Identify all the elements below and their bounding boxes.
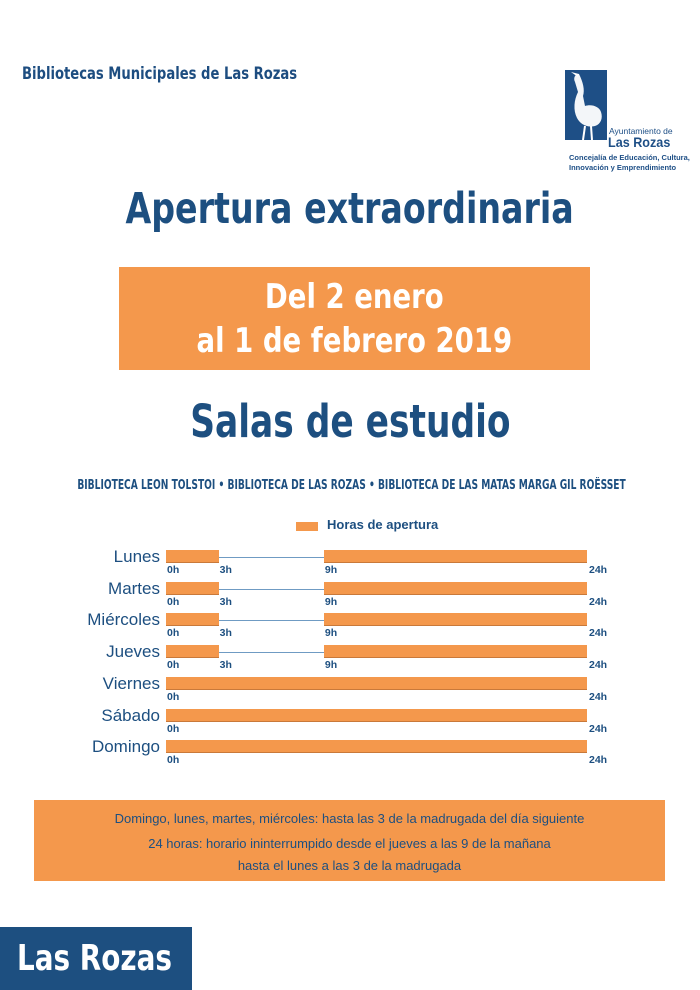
- hours-bar-0-1: [324, 550, 587, 563]
- hours-bar-2-0: [166, 613, 219, 626]
- day-label-6: Domingo: [91, 737, 160, 757]
- tick-label-1-0-0: 0h: [167, 595, 180, 608]
- tick-label-4-0-0: 0h: [167, 690, 180, 703]
- hours-bar-0-0: [166, 550, 219, 563]
- legend-label: Horas de apertura: [327, 517, 439, 532]
- logo-line-1: Ayuntamiento de: [609, 126, 673, 136]
- footer-brand: [0, 927, 192, 990]
- page-title: Apertura extraordinaria: [125, 184, 575, 234]
- hours-bar-2-1: [324, 613, 587, 626]
- tick-label-6-0-1: 24h: [589, 754, 608, 767]
- logo-line-2: Las Rozas: [608, 134, 671, 150]
- separator-1: •: [218, 478, 225, 493]
- hours-bar-5-0: [166, 709, 587, 722]
- tick-label-2-1-0: 9h: [324, 627, 338, 640]
- tick-label-1-1-1: 24h: [589, 595, 608, 608]
- tick-label-4-0-1: 24h: [589, 690, 608, 703]
- tick-label-3-0-0: 0h: [167, 659, 180, 672]
- tick-label-1-1-0: 9h: [324, 595, 338, 608]
- tick-label-3-0-1: 3h: [219, 659, 232, 672]
- logo-department-1: Concejalía de Educación, Cultura,: [569, 153, 690, 162]
- separator-2: •: [368, 478, 375, 493]
- note-line-1: Domingo, lunes, martes, miércoles: hasta las 3 de la madrugada del día siguiente: [114, 811, 585, 826]
- tick-label-5-0-0: 0h: [167, 722, 180, 735]
- logo-department-2: Innovación y Emprendimiento: [569, 163, 677, 172]
- footer-brand-text: Las Rozas: [17, 938, 172, 979]
- tick-label-2-0-1: 3h: [219, 627, 232, 640]
- tick-label-1-0-1: 3h: [219, 595, 232, 608]
- tick-label-0-1-0: 9h: [324, 564, 338, 576]
- tick-label-3-1-0: 9h: [324, 659, 338, 672]
- tick-label-2-0-0: 0h: [167, 627, 180, 640]
- tick-label-0-0-1: 3h: [219, 564, 232, 576]
- hours-bar-3-1: [324, 645, 587, 658]
- tick-label-0-0-0: 0h: [167, 564, 180, 576]
- note-line-3: hasta el lunes a las 3 de la madrugada: [237, 858, 462, 873]
- tick-label-6-0-0: 0h: [167, 754, 180, 767]
- day-label-0: Lunes: [113, 547, 160, 566]
- note-line-2: 24 horas: horario ininterrumpido desde el jueves a las 9 de la mañana: [148, 836, 551, 851]
- day-label-4: Viernes: [102, 673, 160, 693]
- date-line-1: Del 2 enero: [265, 277, 444, 317]
- subtitle: Salas de estudio: [189, 395, 511, 448]
- gap-line-0: [219, 557, 324, 558]
- library-las-matas: BIBLIOTECA DE LAS MATAS MARGA GIL ROËSSET: [377, 478, 626, 493]
- gap-line-1: [219, 589, 324, 590]
- day-label-1: Martes: [108, 578, 160, 598]
- schedule-notes: [34, 800, 665, 881]
- hours-bar-4-0: [166, 677, 587, 690]
- tick-label-0-1-1: 24h: [589, 564, 608, 576]
- library-network-name: Bibliotecas Municipales de Las Rozas: [22, 64, 298, 84]
- day-label-5: Sábado: [101, 705, 160, 725]
- gap-line-3: [219, 652, 324, 653]
- library-tolstoi: BIBLIOTECA LEON TOLSTOI: [77, 478, 216, 493]
- hours-bar-1-1: [324, 582, 587, 595]
- tick-label-2-1-1: 24h: [589, 627, 608, 640]
- gap-line-2: [219, 620, 324, 621]
- hours-bar-6-0: [166, 740, 587, 753]
- tick-label-5-0-1: 24h: [589, 722, 608, 735]
- tick-label-3-1-1: 24h: [589, 659, 608, 672]
- date-line-2: al 1 de febrero 2019: [196, 321, 513, 361]
- library-las-rozas: BIBLIOTECA DE LAS ROZAS: [227, 478, 366, 493]
- hours-bar-3-0: [166, 645, 219, 658]
- day-label-3: Jueves: [106, 642, 160, 662]
- hours-bar-1-0: [166, 582, 219, 595]
- day-label-2: Miércoles: [87, 610, 160, 630]
